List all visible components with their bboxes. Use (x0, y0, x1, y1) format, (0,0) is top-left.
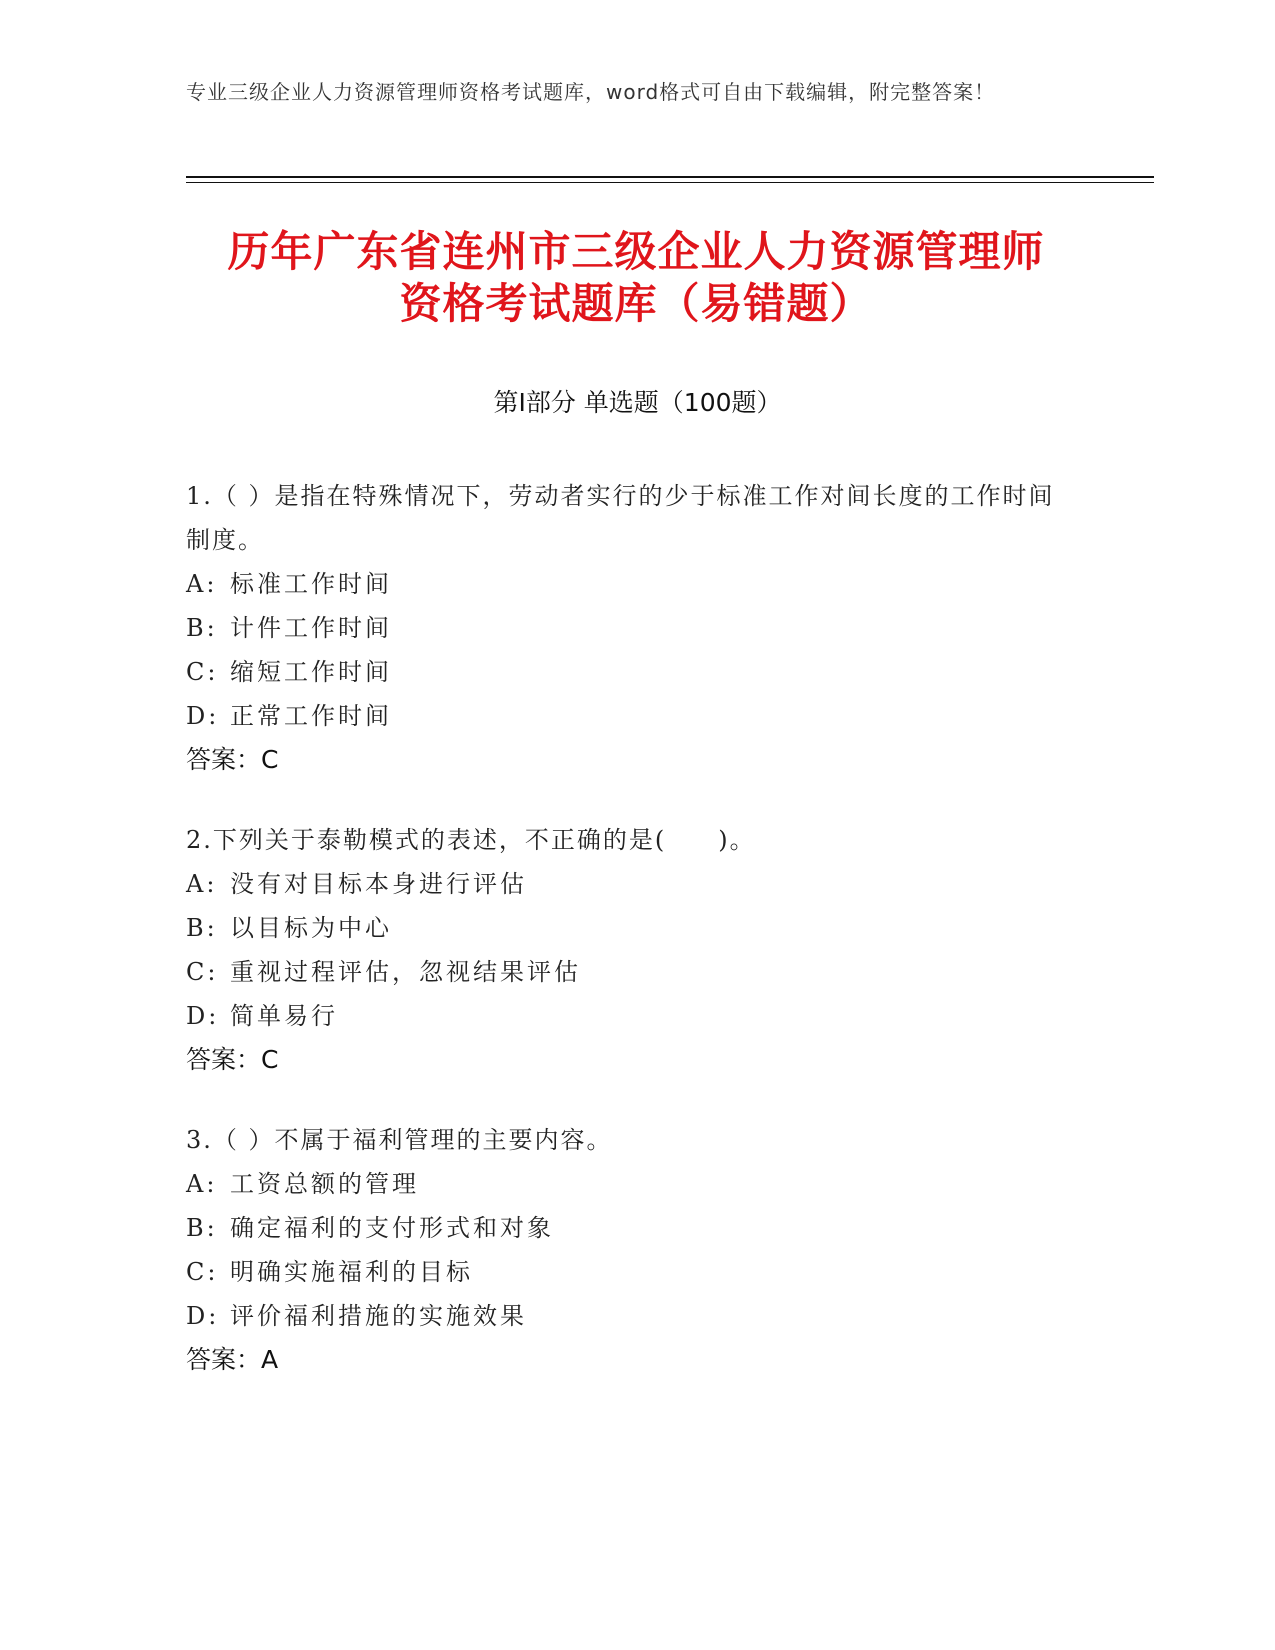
option-c (186, 1250, 1076, 1294)
option-letter: A: (186, 870, 218, 898)
option-letter: B: (186, 914, 218, 942)
option-text: 没有对目标本身进行评估 (230, 870, 527, 898)
option-text: 正常工作时间 (230, 702, 392, 730)
option-b (186, 606, 1076, 650)
question-stem: 3.（ ）不属于福利管理的主要内容。 (186, 1126, 613, 1154)
option-a (186, 862, 1076, 906)
question-stem: 2.下列关于泰勒模式的表述，不正确的是( )。 (186, 826, 756, 854)
option-a (186, 1162, 1076, 1206)
option-letter: D: (186, 1302, 220, 1330)
option-d (186, 994, 1076, 1038)
question-list (186, 474, 1076, 1418)
option-d (186, 1294, 1076, 1338)
option-letter: C: (186, 958, 219, 986)
option-b (186, 906, 1076, 950)
option-text: 计件工作时间 (230, 614, 392, 642)
option-letter: C: (186, 658, 219, 686)
option-letter: B: (186, 614, 218, 642)
question-1 (186, 474, 1076, 782)
answer-line: 答案：C (186, 745, 279, 774)
title-line-2: 资格考试题库（易错题） (399, 279, 873, 328)
option-c (186, 650, 1076, 694)
option-letter: A: (186, 570, 218, 598)
option-b (186, 1206, 1076, 1250)
header-divider-thick (186, 176, 1154, 178)
option-text: 简单易行 (230, 1002, 338, 1030)
option-text: 明确实施福利的目标 (230, 1258, 473, 1286)
option-text: 确定福利的支付形式和对象 (230, 1214, 554, 1242)
document-title (186, 226, 1086, 330)
answer-line: 答案：A (186, 1345, 279, 1374)
option-a (186, 562, 1076, 606)
option-letter: A: (186, 1170, 218, 1198)
header-divider-thin (186, 182, 1154, 183)
option-text: 以目标为中心 (230, 914, 392, 942)
option-text: 缩短工作时间 (230, 658, 392, 686)
question-2 (186, 818, 1076, 1082)
section-heading: 第I部分 单选题（100题） (493, 388, 782, 417)
question-stem: 1.（ ）是指在特殊情况下，劳动者实行的少于标准工作对间长度的工作时间制度。 (186, 482, 1055, 554)
option-text: 工资总额的管理 (230, 1170, 419, 1198)
question-3 (186, 1118, 1076, 1382)
option-text: 标准工作时间 (230, 570, 392, 598)
option-text: 评价福利措施的实施效果 (230, 1302, 527, 1330)
option-letter: D: (186, 702, 220, 730)
title-line-1: 历年广东省连州市三级企业人力资源管理师 (227, 227, 1045, 276)
option-letter: B: (186, 1214, 218, 1242)
header-note: 专业三级企业人力资源管理师资格考试题库，word格式可自由下载编辑，附完整答案！ (186, 80, 996, 104)
option-d (186, 694, 1076, 738)
option-letter: D: (186, 1002, 220, 1030)
answer-line: 答案：C (186, 1045, 279, 1074)
option-letter: C: (186, 1258, 219, 1286)
option-text: 重视过程评估，忽视结果评估 (230, 958, 581, 986)
option-c (186, 950, 1076, 994)
